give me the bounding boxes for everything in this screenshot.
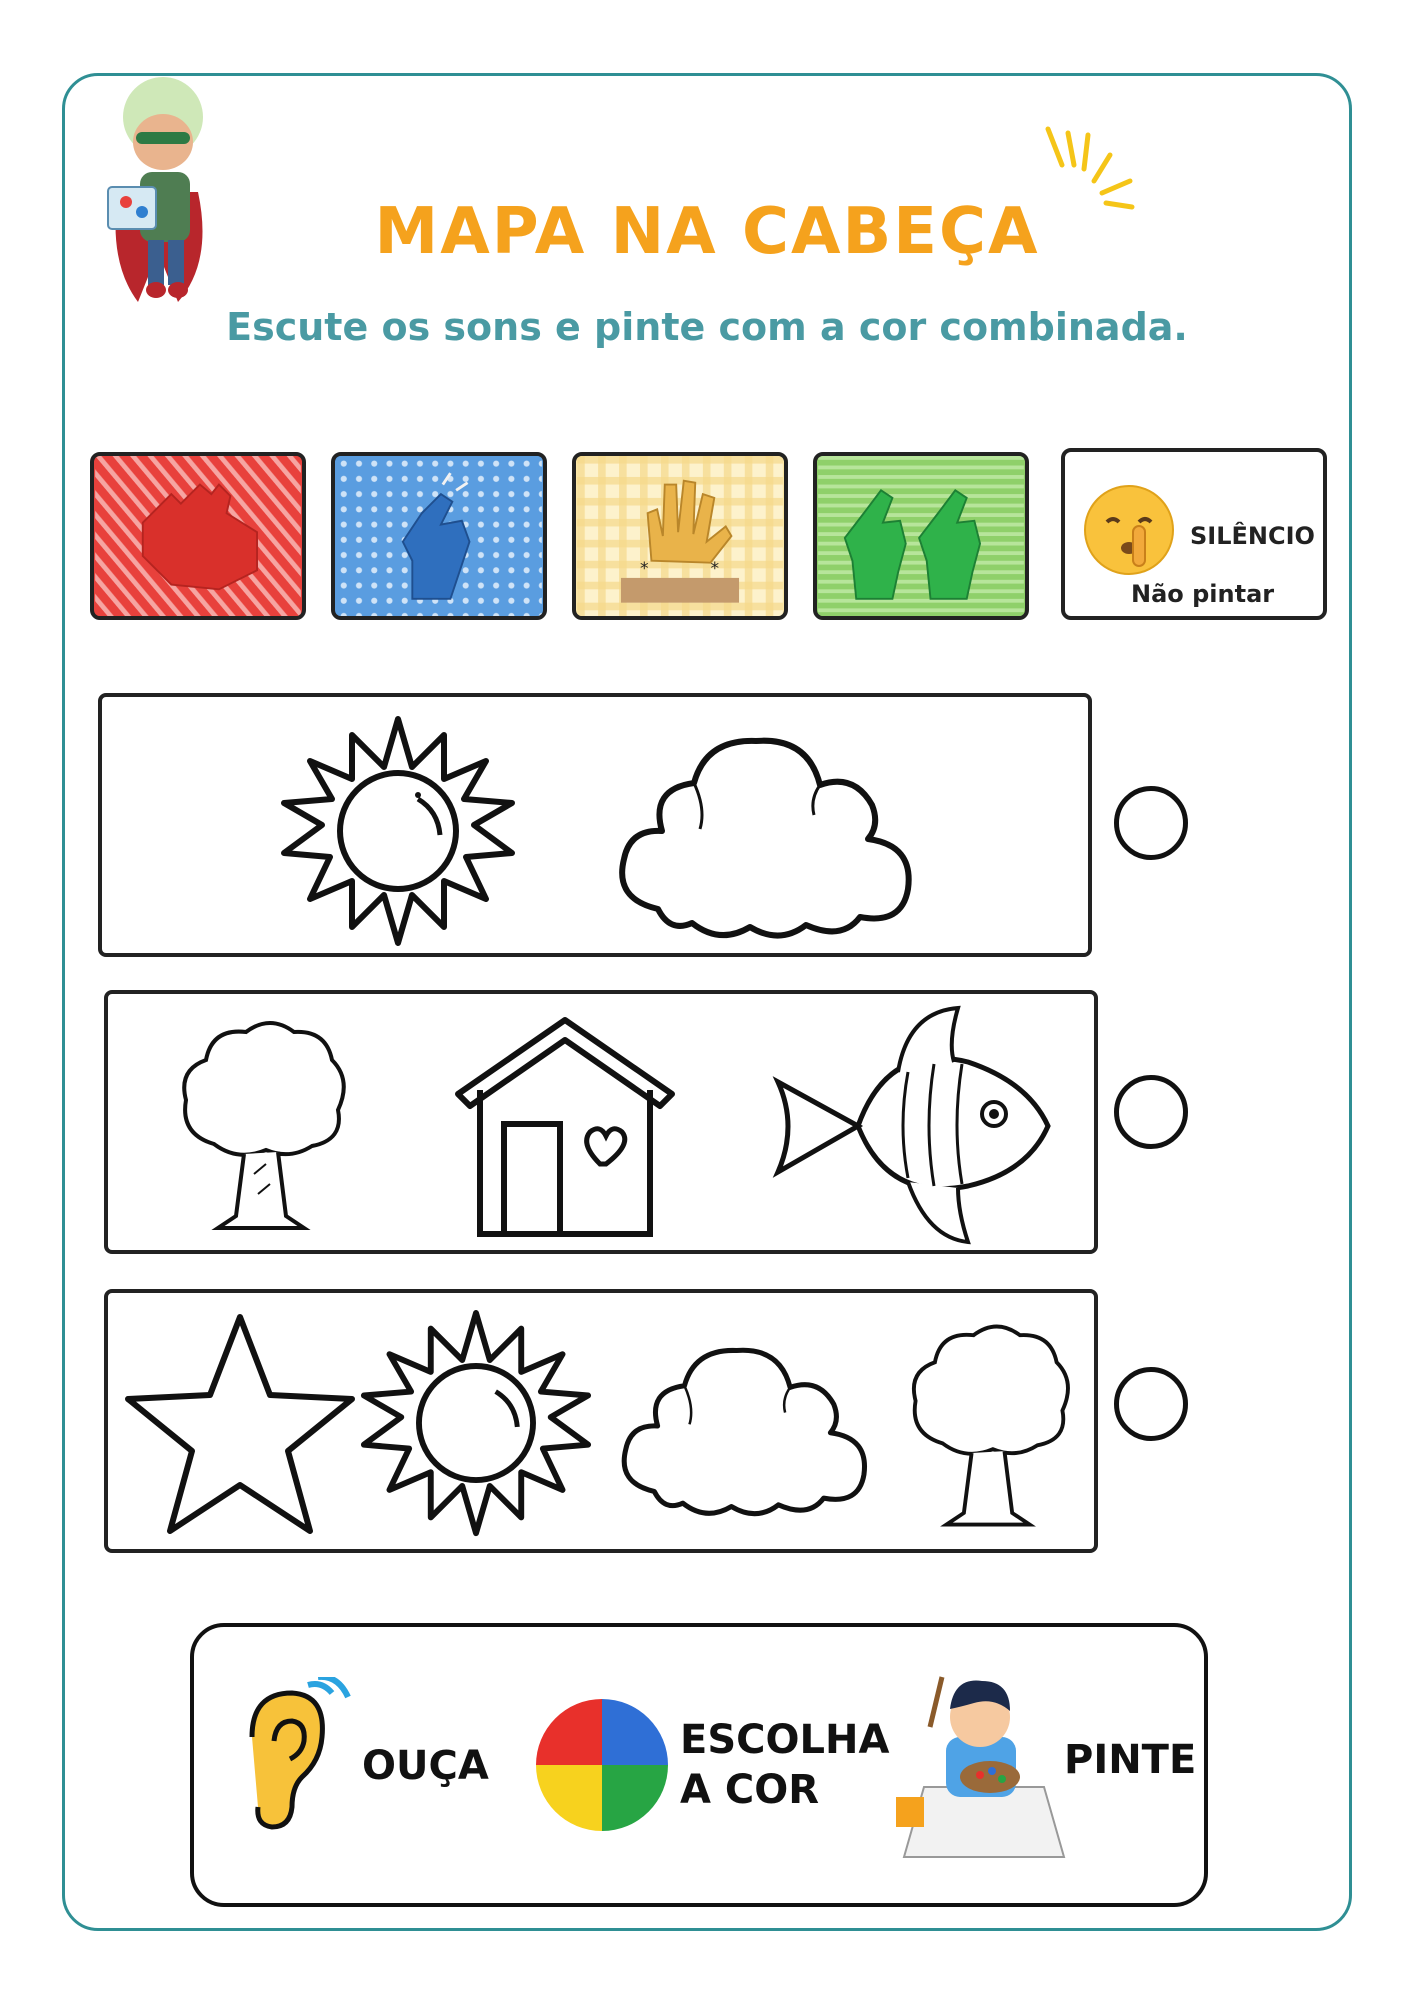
fish-icon	[758, 1002, 1058, 1250]
step-paint-label: PINTE	[1064, 1737, 1197, 1783]
key-clap-red	[90, 452, 306, 620]
answer-circle-2[interactable]	[1114, 1075, 1188, 1149]
cloud-icon	[610, 719, 920, 943]
sound-row-3	[104, 1289, 1098, 1553]
answer-circle-3[interactable]	[1114, 1367, 1188, 1441]
step-listen-label: OUÇA	[362, 1743, 489, 1789]
star-icon	[122, 1309, 358, 1539]
page-title: MAPA NA CABEÇA	[374, 195, 1040, 269]
house-icon	[450, 1014, 680, 1238]
instructions-box	[190, 1623, 1208, 1907]
sound-row-1	[98, 693, 1092, 957]
step-choose-label-line2: A COR	[680, 1767, 820, 1813]
child-painting-icon	[894, 1667, 1074, 1867]
svg-text:*: *	[710, 559, 720, 580]
ear-listening-icon	[222, 1677, 352, 1837]
key-silence	[1061, 448, 1327, 620]
key-double-snap-green	[813, 452, 1029, 620]
cloud-icon	[614, 1331, 874, 1521]
tree-icon	[174, 1014, 350, 1238]
page-subtitle: Escute os sons e pinte com a cor combinada.	[226, 305, 1188, 349]
svg-text:*: *	[640, 559, 649, 580]
step-choose-label-line1: ESCOLHA	[680, 1717, 890, 1763]
key-slap-yellow	[572, 452, 788, 620]
silence-sub-label: Não pintar	[1131, 580, 1275, 608]
sun-icon	[278, 713, 518, 953]
answer-circle-1[interactable]	[1114, 786, 1188, 860]
key-snap-blue	[331, 452, 547, 620]
silence-label: SILÊNCIO	[1190, 522, 1315, 550]
sun-icon	[358, 1307, 594, 1543]
superhero-kid-illustration	[98, 62, 228, 322]
tree-icon	[904, 1311, 1074, 1541]
color-wheel-icon	[534, 1697, 670, 1833]
sound-row-2	[104, 990, 1098, 1254]
shushing-face-icon	[1081, 482, 1177, 578]
